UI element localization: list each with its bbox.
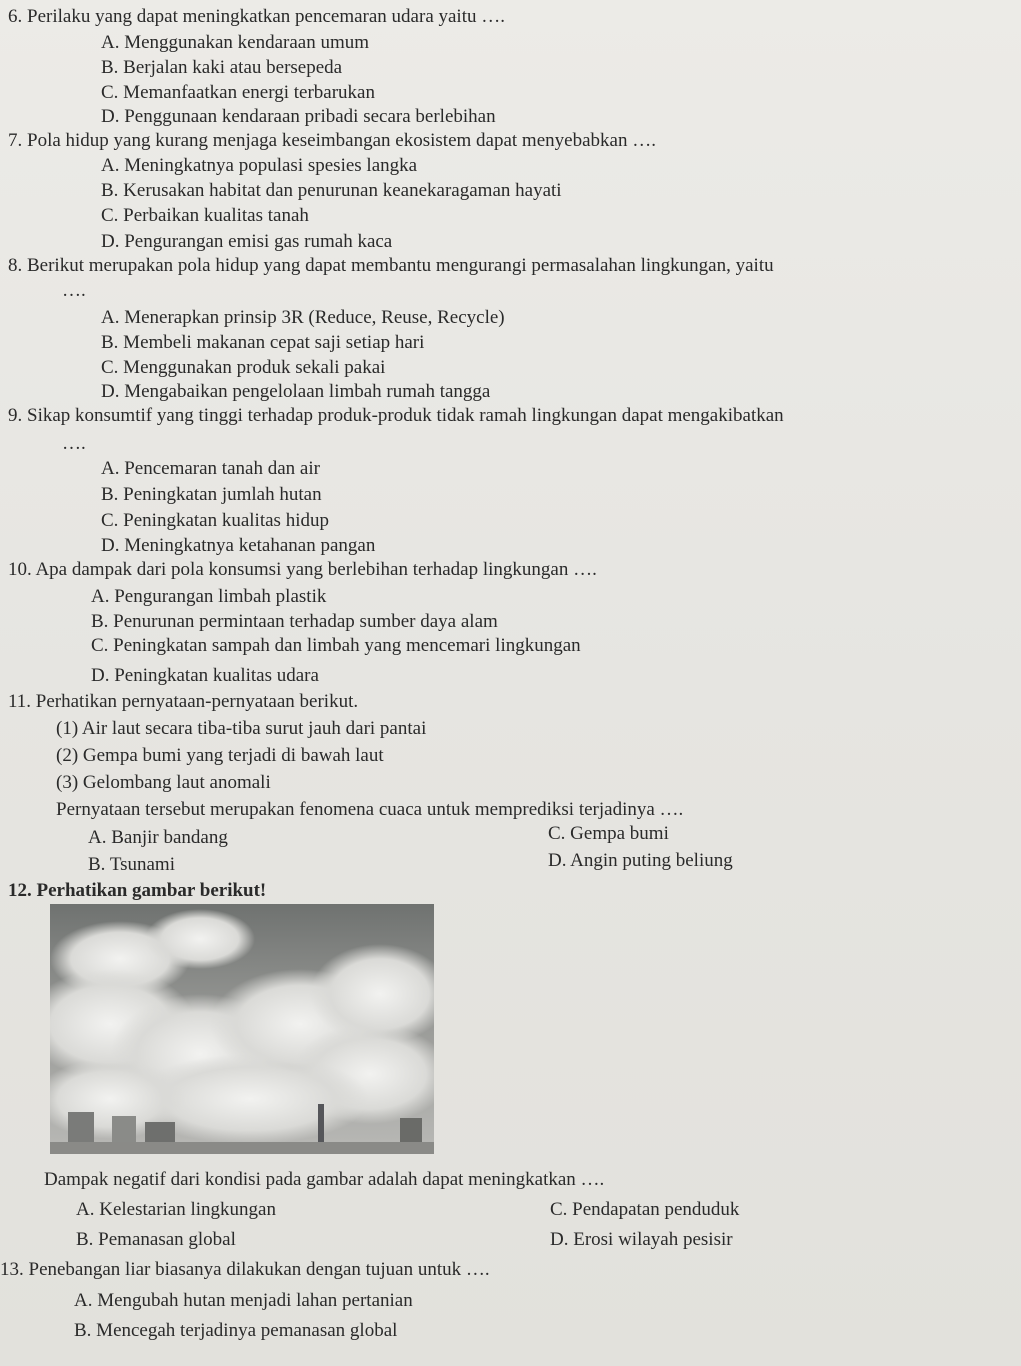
q8-option-c: C. Menggunakan produk sekali pakai [101, 357, 386, 378]
q10-option-b: B. Penurunan permintaan terhadap sumber daya alam [91, 611, 498, 632]
q11-statement-1: (1) Air laut secara tiba-tiba surut jauh dari pantai [56, 718, 427, 739]
factory-smoke-photo [50, 904, 434, 1154]
q12-option-d: D. Erosi wilayah pesisir [550, 1229, 733, 1250]
q13-option-b: B. Mencegah terjadinya pemanasan global [74, 1320, 398, 1341]
q8-stem-continuation: …. [62, 280, 86, 301]
q12-prompt: Dampak negatif dari kondisi pada gambar adalah dapat meningkatkan …. [44, 1169, 605, 1190]
q10-option-c: C. Peningkatan sampah dan limbah yang mencemari lingkungan [91, 635, 581, 656]
q11-statement-3: (3) Gelombang laut anomali [56, 772, 271, 793]
q10-stem: 10. Apa dampak dari pola konsumsi yang berlebihan terhadap lingkungan …. [8, 559, 597, 580]
q9-option-c: C. Peningkatan kualitas hidup [101, 510, 329, 531]
q11-statement-2: (2) Gempa bumi yang terjadi di bawah laut [56, 745, 384, 766]
q11-option-a: A. Banjir bandang [88, 827, 228, 848]
q6-option-c: C. Memanfaatkan energi terbarukan [101, 82, 375, 103]
q10-option-a: A. Pengurangan limbah plastik [91, 586, 327, 607]
q11-stem: 11. Perhatikan pernyataan-pernyataan berikut. [8, 691, 359, 712]
q9-stem: 9. Sikap konsumtif yang tinggi terhadap produk-produk tidak ramah lingkungan dapat mengakibatkan [8, 405, 784, 426]
q6-option-a: A. Menggunakan kendaraan umum [101, 32, 370, 53]
q11-option-c: C. Gempa bumi [548, 823, 669, 844]
q9-option-d: D. Meningkatnya ketahanan pangan [101, 535, 376, 556]
q8-option-b: B. Membeli makanan cepat saji setiap hari [101, 332, 425, 353]
q8-option-a: A. Menerapkan prinsip 3R (Reduce, Reuse, Recycle) [101, 307, 505, 328]
q8-option-d: D. Mengabaikan pengelolaan limbah rumah tangga [101, 381, 491, 402]
q13-stem: 13. Penebangan liar biasanya dilakukan dengan tujuan untuk …. [0, 1259, 490, 1280]
q10-option-d: D. Peningkatan kualitas udara [91, 665, 319, 686]
q11-option-b: B. Tsunami [88, 854, 175, 875]
q11-prompt: Pernyataan tersebut merupakan fenomena cuaca untuk memprediksi terjadinya …. [56, 799, 684, 820]
q7-option-b: B. Kerusakan habitat dan penurunan keanekaragaman hayati [101, 180, 562, 201]
q7-stem: 7. Pola hidup yang kurang menjaga keseimbangan ekosistem dapat menyebabkan …. [8, 130, 656, 151]
q9-option-a: A. Pencemaran tanah dan air [101, 458, 320, 479]
q7-option-a: A. Meningkatnya populasi spesies langka [101, 155, 418, 176]
q6-option-d: D. Penggunaan kendaraan pribadi secara berlebihan [101, 106, 496, 127]
q12-option-b: B. Pemanasan global [76, 1229, 236, 1250]
q9-stem-continuation: …. [62, 433, 86, 454]
q7-option-d: D. Pengurangan emisi gas rumah kaca [101, 231, 393, 252]
q13-option-a: A. Mengubah hutan menjadi lahan pertanian [74, 1290, 413, 1311]
q12-stem: 12. Perhatikan gambar berikut! [8, 880, 267, 901]
q11-option-d: D. Angin puting beliung [548, 850, 733, 871]
q8-stem: 8. Berikut merupakan pola hidup yang dapat membantu mengurangi permasalahan lingkungan, yaitu [8, 255, 774, 276]
q7-option-c: C. Perbaikan kualitas tanah [101, 205, 309, 226]
q12-option-c: C. Pendapatan penduduk [550, 1199, 740, 1220]
q9-option-b: B. Peningkatan jumlah hutan [101, 484, 322, 505]
q6-stem: 6. Perilaku yang dapat meningkatkan pencemaran udara yaitu …. [8, 6, 505, 27]
q12-option-a: A. Kelestarian lingkungan [76, 1199, 276, 1220]
q6-option-b: B. Berjalan kaki atau bersepeda [101, 57, 343, 78]
